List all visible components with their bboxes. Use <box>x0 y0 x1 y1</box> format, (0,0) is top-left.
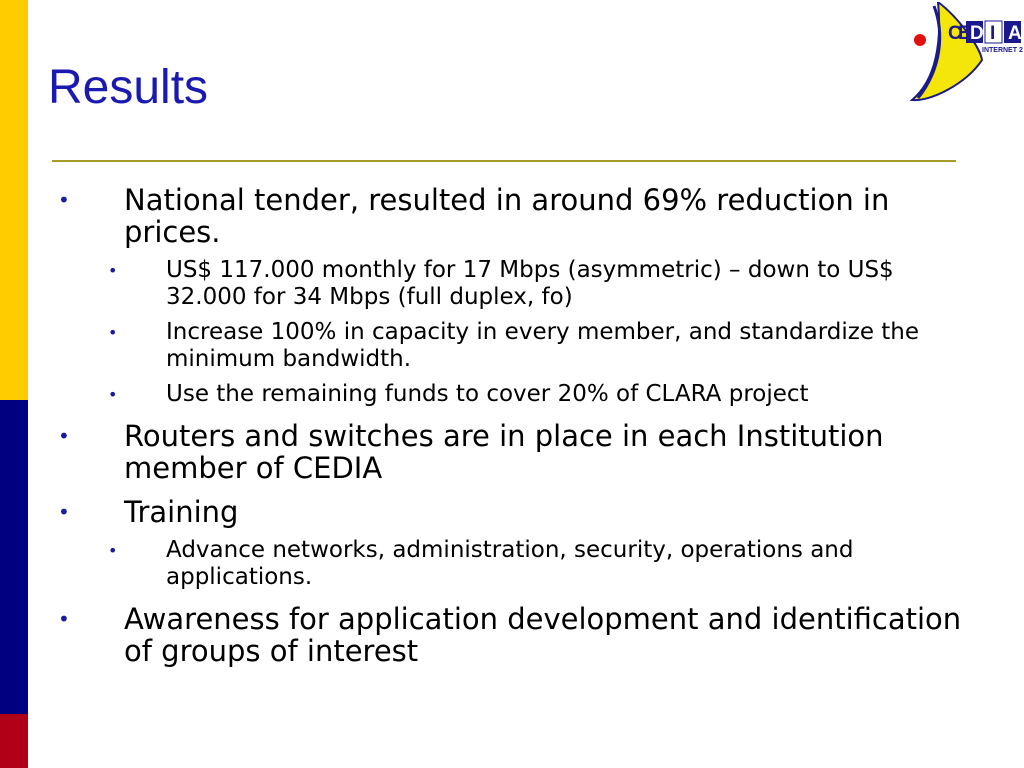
cedia-logo <box>908 2 1024 106</box>
bullet-text: Advance networks, administration, security, operations and applications. <box>166 537 854 590</box>
ecuador-flag-stripe <box>0 0 28 768</box>
bullet-dot-icon: • <box>108 385 118 404</box>
bullet-list <box>52 184 962 676</box>
bullet-dot-icon: • <box>58 500 70 524</box>
sub-bullet-item <box>52 381 962 408</box>
bullet-dot-icon: • <box>58 607 70 631</box>
sub-bullet-item <box>52 537 962 591</box>
sub-bullet-item <box>52 257 962 311</box>
slide-title: Results <box>48 61 209 114</box>
bullet-text: US$ 117.000 monthly for 17 Mbps (asymmetric) – down to US$ 32.000 for 34 Mbps (full duplex, fo) <box>166 257 894 310</box>
bullet-dot-icon: • <box>108 323 118 342</box>
bullet-text: Use the remaining funds to cover 20% of CLARA project <box>166 381 809 407</box>
bullet-text: Routers and switches are in place in each Institution member of CEDIA <box>124 419 884 485</box>
bullet-dot-icon: • <box>108 261 118 280</box>
bullet-text: Awareness for application development and identification of groups of interest <box>124 602 962 668</box>
flag-yellow-band <box>0 0 28 400</box>
logo-wordmark: CED I A <box>948 23 1022 44</box>
bullet-item <box>52 420 962 484</box>
bullet-text: Training <box>124 495 239 529</box>
bullet-item <box>52 496 962 528</box>
sub-bullet-item <box>52 319 962 373</box>
flag-blue-band <box>0 400 28 714</box>
bullet-text: Increase 100% in capacity in every member, and standardize the minimum bandwidth. <box>166 319 920 372</box>
logo-red-dot <box>914 34 926 46</box>
logo-crescent <box>912 2 982 100</box>
bullet-dot-icon: • <box>58 188 70 212</box>
bullet-dot-icon: • <box>58 424 70 448</box>
bullet-item <box>52 603 962 667</box>
bullet-dot-icon: • <box>108 541 118 560</box>
logo-subtext: INTERNET 2 <box>982 47 1023 54</box>
bullet-item <box>52 184 962 248</box>
flag-red-band <box>0 714 28 768</box>
bullet-text: National tender, resulted in around 69% reduction in prices. <box>124 183 890 249</box>
title-divider <box>52 160 956 162</box>
